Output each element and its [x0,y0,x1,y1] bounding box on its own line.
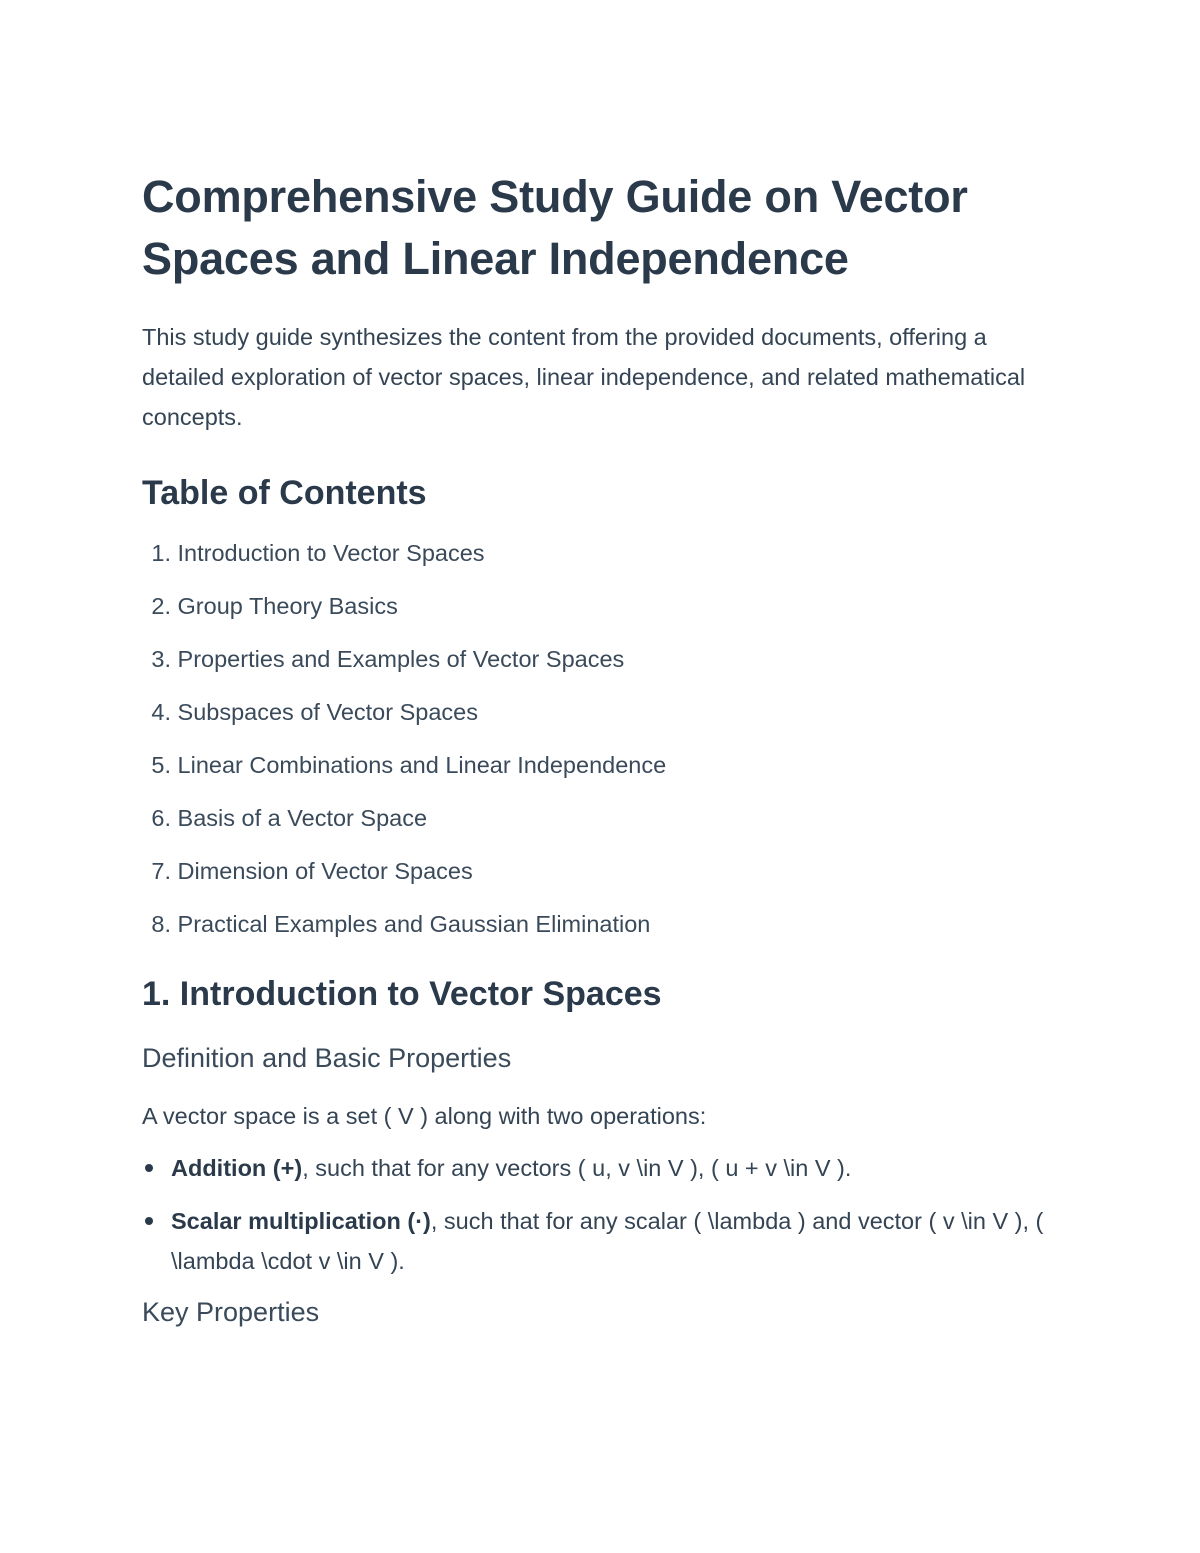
toc-item-number: 5. [151,752,171,778]
document-title: Comprehensive Study Guide on Vector Spaces and Linear Independence [142,171,968,284]
toc-item-label: Subspaces of Vector Spaces [177,699,478,725]
subsection-heading: Key Properties [142,1297,320,1327]
toc-item [142,802,1060,834]
toc-item-label: Introduction to Vector Spaces [177,540,485,566]
toc-item [142,855,1060,887]
toc-item [142,537,1060,569]
bullet-text: , such that for any scalar ( \lambda ) and vector ( v \in V ), ( \lambda \cdot v \in V ). [171,1208,1044,1274]
subsection-heading: Definition and Basic Properties [142,1043,512,1073]
toc-item-label: Properties and Examples of Vector Spaces [177,646,625,672]
toc-item-number: 3. [151,646,171,672]
toc-item-number: 8. [151,911,171,937]
section-heading: 1. Introduction to Vector Spaces [142,975,662,1013]
toc-item-label: Dimension of Vector Spaces [177,858,473,884]
toc-item [142,590,1060,622]
list-item [142,1148,1060,1188]
bullet-dot-icon [145,1217,153,1225]
bullet-text: , such that for any vectors ( u, v \in V ), ( u + v \in V ). [302,1155,852,1181]
toc-item-label: Basis of a Vector Space [177,805,428,831]
toc-heading: Table of Contents [142,474,427,512]
bullet-term: Scalar multiplication (·) [171,1208,431,1234]
toc-item-number: 2. [151,593,171,619]
definition-paragraph: A vector space is a set ( V ) along with two operations: [142,1103,707,1129]
toc-item [142,749,1060,781]
toc-item-label: Linear Combinations and Linear Independence [177,752,667,778]
operations-list [142,1148,1060,1281]
table-of-contents [142,537,1060,940]
toc-item-number: 7. [151,858,171,884]
intro-paragraph: This study guide synthesizes the content from the provided documents, offering a detailed exploration of vector spaces, linear independence, and related mathematical concepts. [142,324,1026,430]
toc-item [142,696,1060,728]
list-item [142,1201,1060,1281]
toc-item-label: Group Theory Basics [177,593,398,619]
toc-item-number: 6. [151,805,171,831]
toc-item-label: Practical Examples and Gaussian Elimination [177,911,651,937]
bullet-dot-icon [145,1164,153,1172]
toc-item-number: 1. [151,540,171,566]
bullet-term: Addition (+) [171,1155,303,1181]
toc-item-number: 4. [151,699,171,725]
toc-item [142,643,1060,675]
toc-item [142,908,1060,940]
